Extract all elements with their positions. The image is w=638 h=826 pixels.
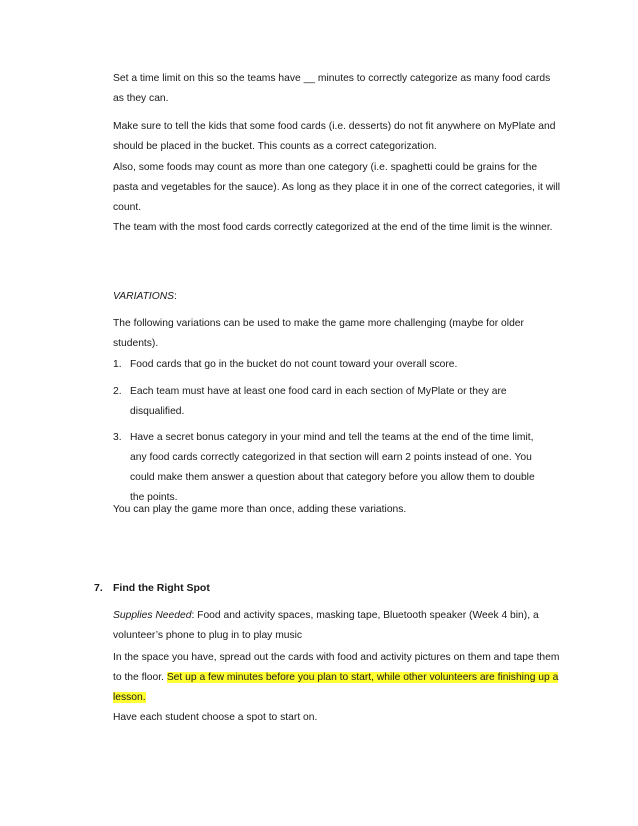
paragraph-time-limit: Set a time limit on this so the teams have __ minutes to correctly categorize as many food cards as they can. bbox=[113, 73, 551, 104]
paragraph-choose-spot: Have each student choose a spot to start on. bbox=[113, 712, 318, 723]
list-item-text: Have a secret bonus category in your mind and tell the teams at the end of the time limit, any food cards correctly categorized in that section will earn 2 points instead of one. You could make them answer a question about that category before you allow them to double the points. bbox=[130, 432, 535, 503]
list-item-number: 2. bbox=[113, 386, 122, 397]
list-item-text: Each team must have at least one food card in each section of MyPlate or they are disqualified. bbox=[130, 386, 507, 417]
paragraph-winner: The team with the most food cards correctly categorized at the end of the time limit is the winner. bbox=[113, 222, 553, 233]
list-item-number: 3. bbox=[113, 432, 122, 443]
setup-text: In the space you have, spread out the cards with food and activity pictures on them and tape them to the floor. bbox=[113, 652, 560, 683]
section-heading bbox=[94, 578, 210, 598]
highlighted-text: Set up a few minutes before you plan to start, while other volunteers are finishing up a lesson. bbox=[113, 672, 559, 703]
supplies-label: Supplies Needed bbox=[113, 610, 192, 621]
variations-colon: : bbox=[174, 291, 177, 302]
list-item-text: Food cards that go in the bucket do not count toward your overall score. bbox=[130, 359, 458, 370]
list-item bbox=[113, 355, 561, 375]
section-title: Find the Right Spot bbox=[113, 582, 210, 594]
variations-heading bbox=[113, 287, 561, 307]
section-number: 7. bbox=[94, 582, 103, 594]
paragraph-play-again: You can play the game more than once, adding these variations. bbox=[113, 504, 407, 515]
paragraph-setup bbox=[113, 648, 561, 708]
list-item bbox=[113, 382, 561, 422]
list-item-number: 1. bbox=[113, 359, 122, 370]
variations-label: VARIATIONS bbox=[113, 291, 175, 302]
paragraph-variations-intro: The following variations can be used to make the game more challenging (maybe for older students). bbox=[113, 318, 524, 349]
list-item bbox=[113, 428, 561, 508]
paragraph-supplies bbox=[113, 606, 561, 646]
paragraph-multiple-categories: Also, some foods may count as more than one category (i.e. spaghetti could be grains for the pasta and vegetables for the sauce). As long as they place it in one of the correct categories, it will count. bbox=[113, 162, 561, 213]
supplies-text: : Food and activity spaces, masking tape, Bluetooth speaker (Week 4 bin), a volunteer’s phone to plug in to play music bbox=[113, 610, 539, 641]
paragraph-bucket-note: Make sure to tell the kids that some food cards (i.e. desserts) do not fit anywhere on MyPlate and should be placed in the bucket. This counts as a correct categorization. bbox=[113, 121, 556, 152]
